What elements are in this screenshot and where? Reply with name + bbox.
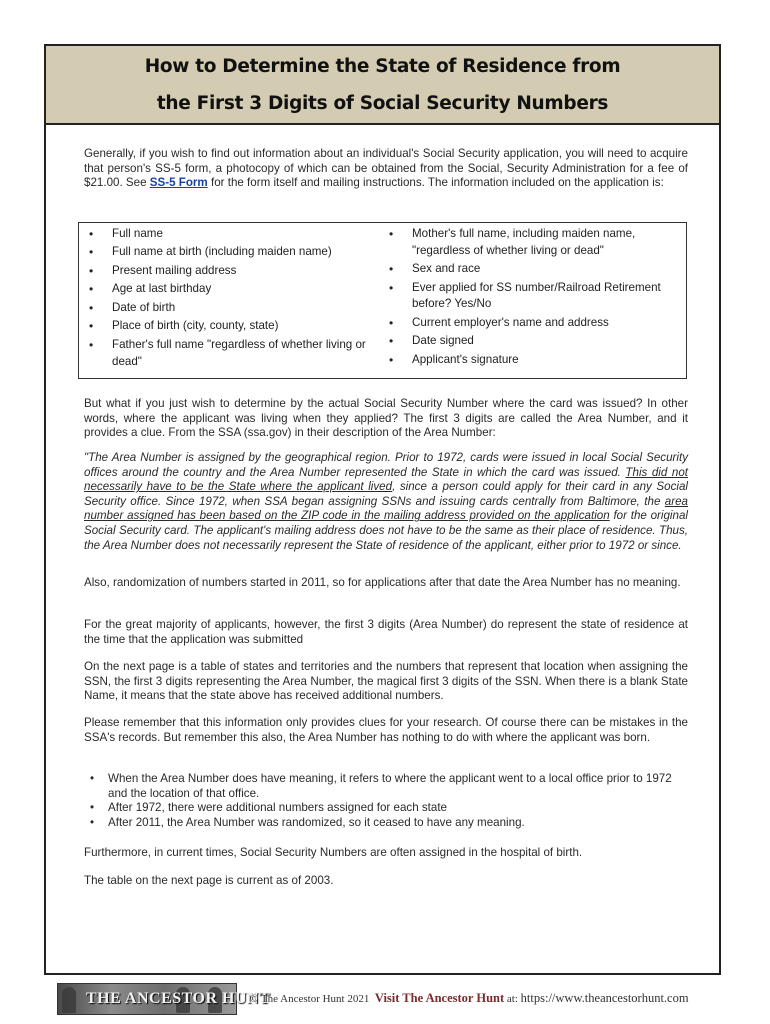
list-item: • Mother's full name, including maiden name, "regardless of whether living or dead" <box>379 226 685 259</box>
list-item: • Father's full name "regardless of whether living or dead" <box>79 337 369 370</box>
intro-paragraph: Generally, if you wish to find out information about an individual's Social Security application, you will need to acquire that person's SS-5 form, a photocopy of which can be obtained from the Social, Security Administration for a fee of $21.00. See SS-5 Form for the form itself and mailing instructions. The information included on the application is: <box>84 147 688 190</box>
list-item: • Ever applied for SS number/Railroad Retirement before? Yes/No <box>379 280 685 313</box>
list-item: • Place of birth (city, county, state) <box>79 318 369 335</box>
footer-text: © The Ancestor Hunt 2021 Visit The Ancestor Hunt at: https://www.theancestorhunt.com <box>250 991 689 1005</box>
title-banner <box>46 46 719 125</box>
list-item: • When the Area Number does have meaning, it refers to where the applicant went to a local office prior to 1972 and the location of that office. <box>90 772 690 801</box>
list-item: • Applicant's signature <box>379 352 685 369</box>
visit-link[interactable]: Visit The Ancestor Hunt <box>374 991 505 1005</box>
area-number-question-paragraph: But what if you just wish to determine by the actual Social Security Number where the card was issued? In other words, where the applicant was living when they applied? The first 3 digits are called the Area Number, and it provides a clue. From the SSA (ssa.gov) in their description of the Area Number: <box>84 397 688 440</box>
hospital-paragraph: Furthermore, in current times, Social Security Numbers are often assigned in the hospital of birth. <box>84 846 583 859</box>
website-url[interactable]: https://www.theancestorhunt.com <box>520 991 689 1005</box>
next-page-paragraph: On the next page is a table of states and territories and the numbers that represent that location when assigning the SSN, the first 3 digits representing the Area Number, the magical first 3 digits of the SSN. When there is a blank State Name, it means that the state above has received additional numbers. <box>84 660 688 703</box>
application-info-box <box>78 222 687 379</box>
ss5-form-link[interactable]: SS-5 Form <box>149 176 208 190</box>
document-page <box>44 44 721 975</box>
page-title-line-2: the First 3 Digits of Social Security Numbers <box>156 93 609 114</box>
ssa-quote: "The Area Number is assigned by the geographical region. Prior to 1972, cards were issued in local Social Security offices around the country and the Area Number represented the State in which the card was issued. This did not necessarily have to be the State where the applicant lived, since a person could apply for their card in any Social Security office. Since 1972, when SSA began assigning SSNs and issuing cards centrally from Baltimore, the area number assigned has been based on the ZIP code in the mailing address provided on the application for the original Social Security card. The applicant's mailing address does not have to be the same as their place of residence. Thus, the Area Number does not necessarily represent the State of residence of the applicant, either prior to 1972 or since. <box>84 451 688 552</box>
list-item: • After 1972, there were additional numbers assigned for each state <box>90 801 690 816</box>
remember-paragraph: Please remember that this information only provides clues for your research. Of course there can be mistakes in the SSA's records. But remember this also, the Area Number has nothing to do with where the applicant was born. <box>84 716 688 744</box>
area-number-notes-list <box>90 772 690 830</box>
page-title-line-1: How to Determine the State of Residence from <box>144 56 621 77</box>
copyright-text: © The Ancestor Hunt 2021 <box>250 993 370 1005</box>
logo-text: THE ANCESTOR HUNT <box>86 990 271 1007</box>
application-info-list-left <box>79 226 369 372</box>
ancestor-hunt-logo[interactable] <box>57 983 271 1015</box>
table-date-paragraph: The table on the next page is current as of 2003. <box>84 874 334 887</box>
portrait-icon <box>62 987 76 1013</box>
list-item: • After 2011, the Area Number was randomized, so it ceased to have any meaning. <box>90 816 690 831</box>
randomization-paragraph: Also, randomization of numbers started in 2011, so for applications after that date the Area Number has no meaning. <box>84 576 681 589</box>
list-item: • Date signed <box>379 333 685 350</box>
list-item: • Current employer's name and address <box>379 315 685 332</box>
list-item: • Date of birth <box>79 300 369 317</box>
list-item: • Full name <box>79 226 369 243</box>
list-item: • Sex and race <box>379 261 685 278</box>
list-item: • Present mailing address <box>79 263 369 280</box>
page-footer <box>57 983 747 1015</box>
list-item: • Age at last birthday <box>79 281 369 298</box>
list-item: • Full name at birth (including maiden name) <box>79 244 369 261</box>
application-info-list-right <box>379 226 685 370</box>
majority-paragraph: For the great majority of applicants, however, the first 3 digits (Area Number) do represent the state of residence at the time that the application was submitted <box>84 618 688 646</box>
